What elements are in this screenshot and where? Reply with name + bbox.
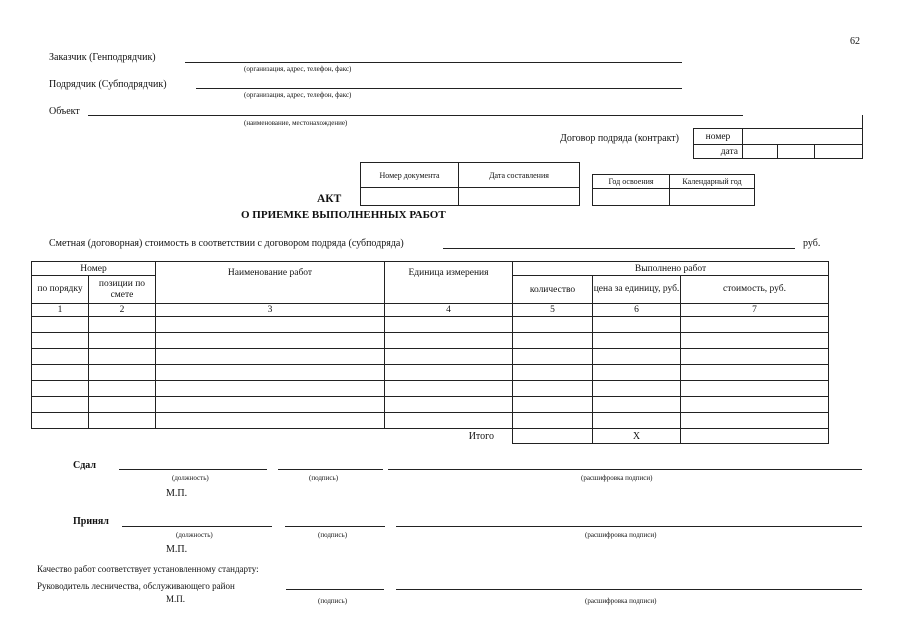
col-number: 4 bbox=[385, 304, 513, 317]
contract-number-field[interactable] bbox=[743, 129, 863, 145]
doc-number-field[interactable] bbox=[361, 188, 459, 206]
col-number: 6 bbox=[593, 304, 681, 317]
contract-number-label: номер bbox=[694, 129, 743, 145]
contract-label: Договор подряда (контракт) bbox=[560, 133, 679, 144]
total-row bbox=[32, 429, 829, 444]
contract-date-day[interactable] bbox=[743, 145, 778, 159]
accepted-stamp: М.П. bbox=[166, 544, 188, 555]
total-label: Итого bbox=[32, 429, 513, 444]
unit-header: Единица измерения bbox=[385, 262, 513, 304]
quality-text: Качество работ соответствует установленному стандарту: bbox=[37, 564, 259, 574]
handed-label: Сдал bbox=[73, 460, 96, 471]
done-group-header: Выполнено работ bbox=[513, 262, 829, 276]
calendar-year-header: Календарный год bbox=[670, 175, 755, 189]
page-number: 62 bbox=[850, 36, 860, 47]
total-cost-field[interactable] bbox=[681, 429, 829, 444]
object-field[interactable] bbox=[88, 115, 743, 116]
table-row[interactable] bbox=[32, 333, 829, 349]
order-header: по порядку bbox=[32, 276, 89, 304]
head-decoding-caption: (расшифровка подписи) bbox=[585, 597, 657, 605]
handed-signature-field[interactable] bbox=[278, 469, 383, 470]
contractor-label: Подрядчик (Субподрядчик) bbox=[49, 79, 167, 90]
calendar-year-field[interactable] bbox=[670, 189, 755, 206]
customer-caption: (организация, адрес, телефон, факс) bbox=[244, 65, 352, 73]
contractor-caption: (организация, адрес, телефон, факс) bbox=[244, 91, 352, 99]
col-number: 7 bbox=[681, 304, 829, 317]
handed-position-caption: (должность) bbox=[172, 474, 209, 482]
year-table bbox=[592, 174, 755, 206]
table-row[interactable] bbox=[32, 413, 829, 429]
contractor-field[interactable] bbox=[196, 88, 682, 89]
accepted-position-caption: (должность) bbox=[176, 531, 213, 539]
estimate-label: Сметная (договорная) стоимость в соответствии с договором подряда (субподряда) bbox=[49, 238, 404, 249]
table-row[interactable] bbox=[32, 349, 829, 365]
act-title: АКТ bbox=[317, 193, 342, 205]
handed-signature-caption: (подпись) bbox=[309, 474, 339, 482]
table-row[interactable] bbox=[32, 381, 829, 397]
doc-date-field[interactable] bbox=[459, 188, 580, 206]
estimate-field[interactable] bbox=[443, 248, 795, 249]
contract-table bbox=[693, 128, 863, 159]
table-row[interactable] bbox=[32, 397, 829, 413]
doc-number-header: Номер документа bbox=[361, 163, 459, 188]
handed-decoding-field[interactable] bbox=[388, 469, 862, 470]
col-number: 1 bbox=[32, 304, 89, 317]
object-caption: (наименование, местонахождение) bbox=[244, 119, 348, 127]
doc-date-header: Дата составления bbox=[459, 163, 580, 188]
table-row[interactable] bbox=[32, 365, 829, 381]
col-number: 3 bbox=[156, 304, 385, 317]
handed-position-field[interactable] bbox=[119, 469, 267, 470]
total-qty-field[interactable] bbox=[513, 429, 593, 444]
accepted-decoding-field[interactable] bbox=[396, 526, 862, 527]
contract-top-frame bbox=[742, 115, 863, 128]
head-stamp: М.П. bbox=[166, 594, 186, 604]
contract-date-label: дата bbox=[694, 145, 743, 159]
mastery-year-field[interactable] bbox=[593, 189, 670, 206]
total-price-mark: Х bbox=[593, 429, 681, 444]
accepted-decoding-caption: (расшифровка подписи) bbox=[585, 531, 657, 539]
col-number: 5 bbox=[513, 304, 593, 317]
customer-field[interactable] bbox=[185, 62, 682, 63]
accepted-position-field[interactable] bbox=[122, 526, 272, 527]
price-header: цена за единицу, руб. bbox=[593, 276, 681, 304]
handed-decoding-caption: (расшифровка подписи) bbox=[581, 474, 653, 482]
act-subtitle: О ПРИЕМКЕ ВЫПОЛНЕННЫХ РАБОТ bbox=[241, 209, 446, 221]
customer-label: Заказчик (Генподрядчик) bbox=[49, 52, 156, 63]
head-signature-field[interactable] bbox=[286, 589, 384, 590]
accepted-signature-caption: (подпись) bbox=[318, 531, 348, 539]
table-row[interactable] bbox=[32, 317, 829, 333]
handed-stamp: М.П. bbox=[166, 488, 188, 499]
contract-date-year[interactable] bbox=[815, 145, 863, 159]
col-number: 2 bbox=[89, 304, 156, 317]
object-label: Объект bbox=[49, 106, 80, 117]
accepted-label: Принял bbox=[73, 516, 109, 527]
qty-header: количество bbox=[513, 276, 593, 304]
cost-header: стоимость, руб. bbox=[681, 276, 829, 304]
works-table bbox=[31, 261, 829, 444]
accepted-signature-field[interactable] bbox=[285, 526, 385, 527]
estimate-unit: руб. bbox=[803, 238, 821, 249]
mastery-year-header: Год освоения bbox=[593, 175, 670, 189]
doc-number-table bbox=[360, 162, 580, 206]
contract-date-month[interactable] bbox=[778, 145, 815, 159]
head-decoding-field[interactable] bbox=[396, 589, 862, 590]
work-name-header: Наименование работ bbox=[156, 262, 385, 304]
head-label: Руководитель лесничества, обслуживающего район bbox=[37, 581, 235, 591]
head-signature-caption: (подпись) bbox=[318, 597, 348, 605]
number-group-header: Номер bbox=[32, 262, 156, 276]
position-header: позиции по смете bbox=[89, 276, 156, 304]
